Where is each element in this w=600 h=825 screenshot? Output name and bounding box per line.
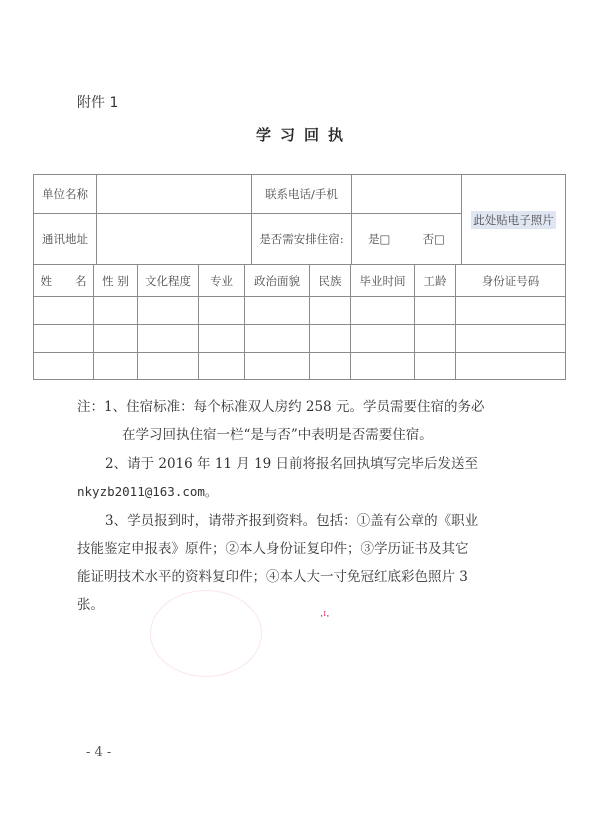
lodging-label: 是否需安排住宿: [251,213,352,265]
table-cell[interactable] [414,352,456,380]
note-3-line-2: 技能鉴定申报表》原件；②本人身份证复印件；③学历证书及其它 [77,541,469,557]
table-cell[interactable] [198,324,245,353]
col-header-gender: 性 别 [93,264,138,297]
table-cell[interactable] [198,352,245,380]
table-cell[interactable] [455,352,566,380]
faint-seal-stamp [150,590,262,677]
table-cell[interactable] [309,352,351,380]
photo-placeholder-label: 此处贴电子照片 [473,212,554,227]
table-cell[interactable] [309,296,351,325]
table-cell[interactable] [309,324,351,353]
red-stamp-mark-icon: ⸱ᴵ⸱ [320,609,330,623]
lodging-yes-checkbox[interactable]: 是□ [368,232,391,246]
table-cell[interactable] [93,352,138,380]
table-cell[interactable] [33,296,94,325]
unit-name-field[interactable] [96,174,252,214]
note-1-line-2: 在学习回执住宿一栏“是与否”中表明是否需要住宿。 [122,427,433,443]
table-cell[interactable] [198,296,245,325]
table-cell[interactable] [137,352,199,380]
table-cell[interactable] [455,324,566,353]
unit-name-label: 单位名称 [33,174,97,214]
col-header-id-number: 身份证号码 [455,264,566,297]
col-header-work-years: 工龄 [414,264,456,297]
table-cell[interactable] [455,296,566,325]
registration-form-table [33,174,566,380]
table-cell[interactable] [350,352,415,380]
col-header-political-status: 政治面貌 [244,264,310,297]
col-header-major: 专业 [198,264,245,297]
table-cell[interactable] [244,296,310,325]
note-2-line-1: 2、请于 2016 年 11 月 19 日前将报名回执填写完毕后发送至 [105,456,479,472]
note-1-line-1: 注：1、住宿标准：每个标准双人房约 258 元。学员需要住宿的务必 [77,399,485,415]
phone-field[interactable] [351,174,462,214]
page-number: - 4 - [86,745,112,760]
table-cell[interactable] [93,296,138,325]
note-2-email: nkyzb2011@163.com。 [77,484,218,499]
lodging-options [351,213,462,265]
table-cell[interactable] [414,324,456,353]
attachment-label: 附件 1 [77,95,119,111]
table-cell[interactable] [244,352,310,380]
col-header-graduation-date: 毕业时间 [350,264,415,297]
table-cell[interactable] [350,296,415,325]
note-3-line-1: 3、学员报到时，请带齐报到资料。包括：①盖有公章的《职业 [105,513,479,529]
col-header-name: 姓 名 [33,264,94,297]
note-3-line-4: 张。 [77,597,104,613]
page-title: 学习回执 [255,126,352,144]
col-header-education: 文化程度 [137,264,199,297]
table-cell[interactable] [414,296,456,325]
lodging-no-checkbox[interactable]: 否□ [422,232,445,246]
table-cell[interactable] [244,324,310,353]
table-cell[interactable] [137,324,199,353]
note-3-line-3: 能证明技术水平的资料复印件；④本人大一寸免冠红底彩色照片 3 [77,569,468,585]
photo-placeholder[interactable] [461,174,566,265]
table-cell[interactable] [33,324,94,353]
col-header-ethnicity: 民族 [309,264,351,297]
table-cell[interactable] [93,324,138,353]
table-cell[interactable] [33,352,94,380]
phone-label: 联系电话/手机 [251,174,352,214]
address-label: 通讯地址 [33,213,97,265]
table-cell[interactable] [350,324,415,353]
table-cell[interactable] [137,296,199,325]
address-field[interactable] [96,213,252,265]
